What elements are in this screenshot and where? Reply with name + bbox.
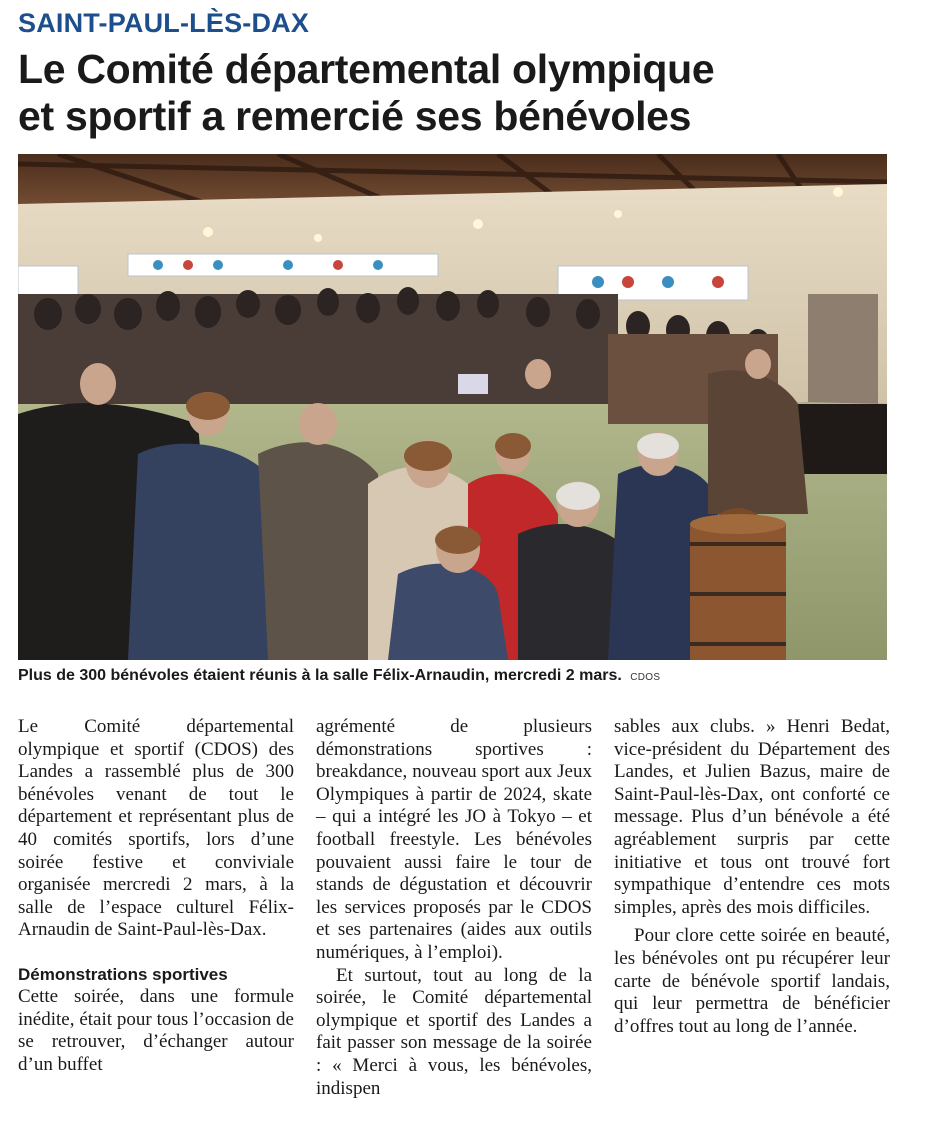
column-3	[614, 716, 890, 1038]
kicker: SAINT-PAUL-LÈS-DAX	[18, 8, 310, 38]
col3-paragraph-2: Pour clore cette soirée en beauté, les bénévoles ont pu récupérer leur carte de bénévole sportif landais, qui leur permettra de bénéficier d’offres tout au long de l’année.	[614, 925, 890, 1037]
article-photo	[18, 154, 887, 660]
col2-paragraph-2: Et surtout, tout au long de la soirée, le Comité départemental olympique et sportif des Landes a fait passer son message de la soirée : « Merci à vous, les bénévoles, indispen	[316, 964, 592, 1099]
headline-line-2: et sportif a remercié ses bénévoles	[18, 93, 692, 139]
caption-text: Plus de 300 bénévoles étaient réunis à la salle Félix-Arnaudin, mercredi 2 mars.	[18, 667, 622, 684]
column-2	[316, 716, 592, 1100]
headline	[18, 46, 918, 140]
subhead: Démonstrations sportives	[18, 964, 228, 984]
col1-paragraph-1: Le Comité départemental olympique et sportif (CDOS) des Landes a rassemblé plus de 300 bénévoles venant de tout le département et représentant plus de 40 comités sportifs, lors d’une soirée festive et conviviale organisée mercredi 2 mars, à la salle de l’espace culturel Félix-Arnaudin de Saint-Paul-lès-Dax.	[18, 716, 294, 941]
photo-credit: CDOS	[630, 672, 661, 683]
photo-caption	[18, 667, 918, 685]
col2-paragraph-1: agrémenté de plusieurs démonstrations sportives : breakdance, nouveau sport aux Jeux Olympiques à partir de 2024, skate – qui a intégré les JO à Tokyo – et football freestyle. Les bénévoles pouvaient aussi faire le tour de stands de dégustation et découvrir les services proposés par le CDOS et ses partenaires (aides aux outils numériques, à l’emploi).	[316, 716, 592, 963]
column-1	[18, 716, 294, 1076]
col3-paragraph-1: sables aux clubs. » Henri Bedat, vice-président du Département des Landes, et Julien Bazus, maire de Saint-Paul-lès-Dax, ont conforté ce message. Plus d’un bénévole a été agréablement surpris par cette initiative et tous ont trouvé fort sympathique d’entendre ces mots simples, après des mois difficiles.	[614, 716, 890, 918]
headline-line-1: Le Comité départemental olympique	[18, 46, 715, 92]
col1-paragraph-2: Cette soirée, dans une formule inédite, était pour tous l’occasion de se retrouver, d’échanger autour d’un buffet	[18, 985, 294, 1075]
